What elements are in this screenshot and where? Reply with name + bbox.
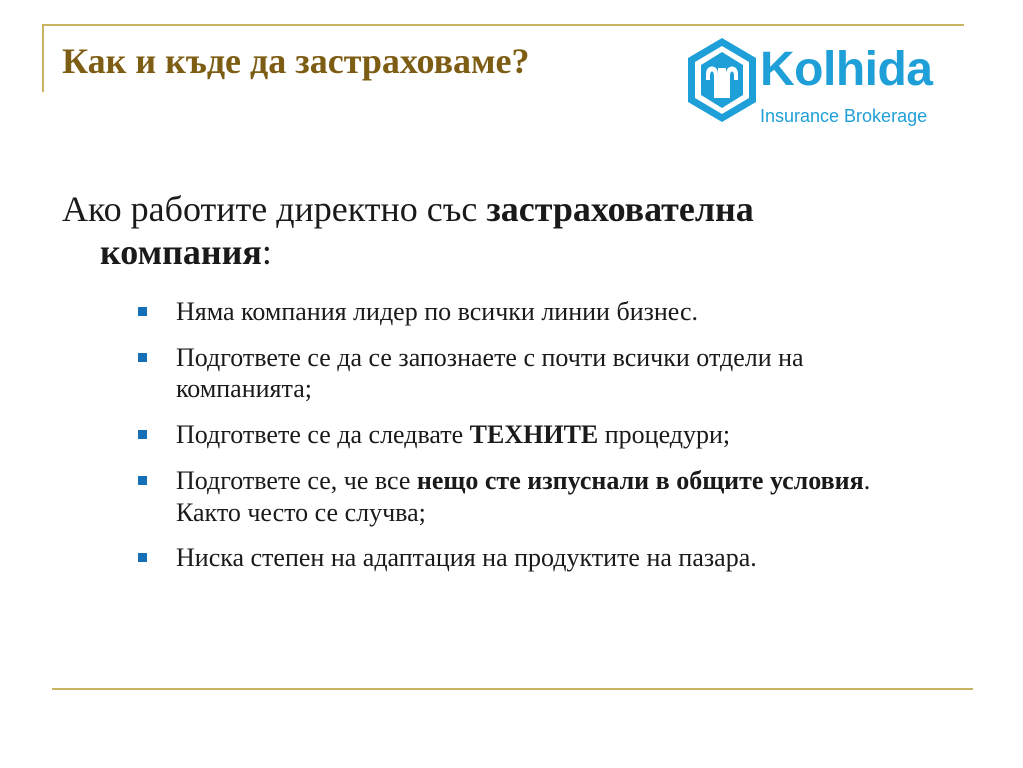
intro-bold-2: компания bbox=[100, 232, 262, 273]
top-divider bbox=[42, 24, 964, 26]
bullet-bold: ТЕХНИТЕ bbox=[469, 420, 599, 450]
bullet-text: процедури; bbox=[598, 420, 731, 450]
slide-title: Как и къде да застраховаме? bbox=[62, 41, 530, 81]
kolhida-logo bbox=[684, 36, 984, 126]
intro-bold-1: застрахователна bbox=[486, 189, 754, 229]
bullet-text: Подгответе се да се запознаете с почти всички отдели на компанията; bbox=[176, 342, 804, 404]
bullet-text: Ниска степен на адаптация на продуктите на пазара. bbox=[176, 543, 757, 573]
square-bullet-icon bbox=[138, 353, 147, 362]
bullet-text: Подгответе се да следвате bbox=[176, 420, 470, 450]
bullet-bold: нещо сте изпуснали в общите условия bbox=[416, 465, 864, 495]
square-bullet-icon bbox=[138, 307, 147, 316]
list-item bbox=[138, 296, 918, 328]
list-item bbox=[138, 465, 918, 528]
bottom-divider bbox=[52, 688, 973, 690]
bullet-text: Подгответе се, че все bbox=[176, 465, 417, 495]
square-bullet-icon bbox=[138, 553, 147, 562]
bullet-list bbox=[138, 296, 918, 588]
logo-subtitle: Insurance Brokerage bbox=[760, 106, 928, 126]
intro-text: Ако работите директно със bbox=[62, 189, 487, 229]
left-divider bbox=[42, 24, 44, 92]
list-item bbox=[138, 419, 918, 451]
bullet-text: . Както често се случва; bbox=[176, 465, 871, 527]
intro-paragraph bbox=[62, 188, 942, 274]
logo-name: Kolhida bbox=[760, 43, 933, 96]
bullet-text: Няма компания лидер по всички линии бизнес. bbox=[176, 297, 699, 326]
list-item bbox=[138, 542, 918, 574]
intro-colon: : bbox=[261, 232, 272, 273]
kolhida-hexagon-icon bbox=[684, 36, 760, 126]
list-item bbox=[138, 342, 918, 405]
square-bullet-icon bbox=[138, 430, 147, 439]
square-bullet-icon bbox=[138, 476, 147, 485]
